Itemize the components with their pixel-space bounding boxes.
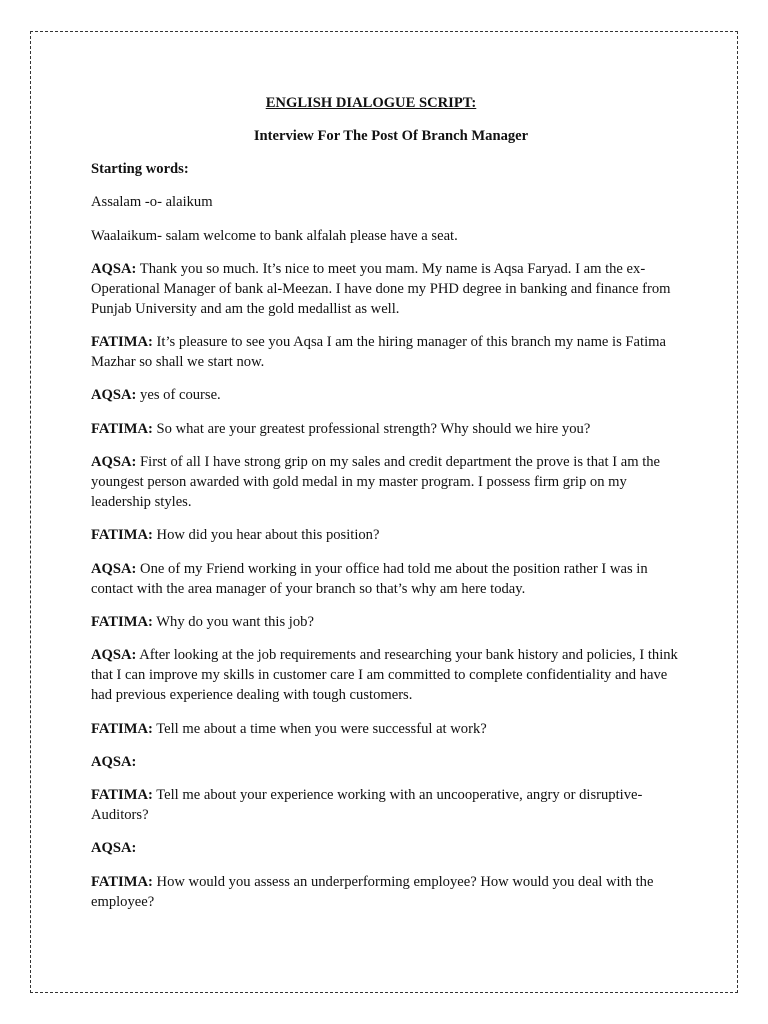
dialogue-line (91, 525, 681, 545)
dialogue-line (91, 452, 681, 512)
dialogue-line (91, 259, 681, 319)
speaker-label: AQSA: (91, 753, 137, 770)
speaker-label: FATIMA: (91, 787, 153, 804)
speaker-label: AQSA: (91, 387, 137, 404)
dialogue-text: It’s pleasure to see you Aqsa I am the hiring manager of this branch my name is Fatima Mazhar so shall we start now. (91, 334, 666, 371)
speaker-label: FATIMA: (91, 873, 153, 890)
dialogue-text: So what are your greatest professional strength? Why should we hire you? (152, 420, 591, 437)
dialogue-text: How did you hear about this position? (152, 527, 380, 544)
dialogue-line (91, 645, 681, 705)
dialogue-text: Tell me about a time when you were successful at work? (152, 720, 487, 737)
speaker-label: FATIMA: (91, 420, 153, 437)
dialogue-line (91, 752, 681, 772)
dialogue-list (91, 259, 681, 912)
speaker-label: FATIMA: (91, 527, 153, 544)
dialogue-text: Why do you want this job? (152, 613, 314, 630)
dialogue-line (91, 872, 681, 912)
dialogue-line (91, 838, 681, 858)
speaker-label: AQSA: (91, 560, 137, 577)
speaker-label: AQSA: (91, 647, 137, 664)
document-subtitle: Interview For The Post Of Branch Manager (253, 128, 529, 144)
dialogue-line (91, 332, 681, 372)
dialogue-text: yes of course. (136, 387, 221, 404)
dialogue-text: After looking at the job requirements and researching your bank history and policies, I think that I can improve my skills in customer care I am committed to complete confidentiality and have had previous experience dealing with tough customers. (91, 647, 678, 704)
greeting-reply-line: Waalaikum- salam welcome to bank alfalah please have a seat. (91, 227, 458, 244)
dialogue-line (91, 719, 681, 739)
speaker-label: FATIMA: (91, 613, 153, 630)
speaker-label: FATIMA: (91, 334, 153, 351)
speaker-label: FATIMA: (91, 720, 153, 737)
speaker-label: AQSA: (91, 840, 137, 857)
dialogue-text: One of my Friend working in your office had told me about the position rather I was in contact with the area manager of your branch so that’s why am here today. (91, 560, 648, 597)
dialogue-line (91, 612, 681, 632)
dialogue-text: First of all I have strong grip on my sales and credit department the prove is that I am the youngest person awarded with gold medal in my master program. I possess firm grip on my leadership styles. (91, 454, 661, 511)
document-body (91, 93, 681, 925)
dialogue-line (91, 785, 681, 825)
document-title: ENGLISH DIALOGUE SCRIPT: (265, 95, 477, 111)
dialogue-line (91, 419, 681, 439)
dialogue-line (91, 385, 681, 405)
dialogue-text: Tell me about your experience working with an uncooperative, angry or disruptive- Auditors? (91, 787, 643, 824)
speaker-label: AQSA: (91, 260, 137, 277)
dialogue-text: Thank you so much. It’s nice to meet you mam. My name is Aqsa Faryad. I am the ex-Operational Manager of bank al-Meezan. I have done my PHD degree in banking and finance from Punjab University and am the gold medallist as well. (91, 260, 671, 317)
greeting-line: Assalam -o- alaikum (91, 194, 213, 211)
starting-words-heading: Starting words: (91, 161, 189, 177)
dialogue-text: How would you assess an underperforming employee? How would you deal with the employee? (91, 873, 654, 910)
speaker-label: AQSA: (91, 454, 137, 471)
dialogue-line (91, 559, 681, 599)
